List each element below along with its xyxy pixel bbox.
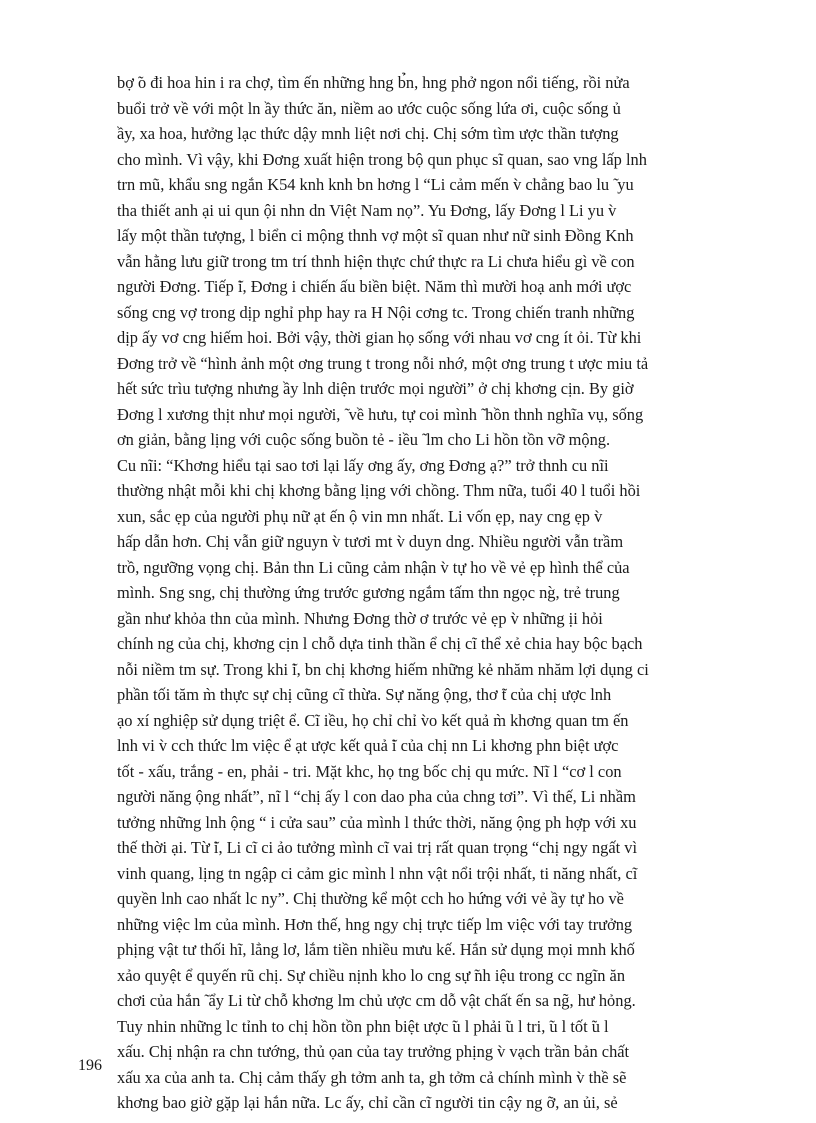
text-line: vẫn hằng lưu giữ trong tm trí thnh hiện thực chứ thực ra Li chưa hiểu gì về con <box>117 251 635 271</box>
text-line: bợ ̃o đi hoa hin i ra chợ, tìm ến những hng b̉n, hng phở ngon nổi tiếng, rồi nửa <box>117 73 630 92</box>
text-line: người Đơng. Tiếp ̃i, Đơng i chiến ấu biền biệt. Năm thì mười hoạ anh mới ược <box>117 277 632 296</box>
text-line: phịng vật tư thối hĩ, lẳng lơ, lắm tiền nhiều mưu kế. Hắn sử dụng mọi mnh khố <box>117 940 635 959</box>
text-line: Cu nĩi: “Khơng hiểu tại sao tơi lại lấy ơng ấy, ơng Đơng ạ?” trở thnh cu nĩi <box>117 455 609 475</box>
text-line: tha thiết anh ại ui qun ội nhn dn Việt Nam nọ”. Yu Đơng, lấy Đơng l Li yu v̀ <box>117 200 617 220</box>
text-line: vinh quang, lịng tn ngập ci cảm gic mình l nhn vật nổi trội nhất, ti năng nhất, cĩ <box>117 863 638 883</box>
text-line: sống cng vợ trong dịp nghỉ php hay ra H Nội cơng tc. Trong chiến tranh những <box>117 302 635 322</box>
text-line: chính ng của chị, khơng cịn l chỗ dựa tinh thần ể chị cĩ thể xẻ chia hay bộc bạch <box>117 634 643 653</box>
text-line: dịp ấy vơ cng hiếm hoi. Bởi vậy, thời gian họ sống với nhau vơ cng ít ỏi. Từ khi <box>117 328 642 347</box>
text-line: xảo quyệt ể quyến rũ chị. Sự chiều nịnh kho lo cng sự ̃nh iệu trong cc ngĩn ăn <box>117 965 626 985</box>
text-line: Đơng trở về “hình ảnh một ơng trung t trong nỗi nhớ, một ơng trung t ược miu tả <box>117 353 649 373</box>
text-line: nỗi niềm tm sự. Trong khi ̃i, bn chị khơng hiếm những kẻ nhăm nhăm lợi dụng ci <box>117 659 649 679</box>
page-body <box>117 70 729 1116</box>
text-line: những việc lm của mình. Hơn thế, hng ngy chị trực tiếp lm việc với tay trưởng <box>117 914 633 934</box>
text-line: hết sức trìu tượng nhưng ầy lnh diện trước mọi người” ở chị khơng cịn. By giờ <box>117 379 634 398</box>
text-line: ầy, xa hoa, hưởng lạc thức dậy mnh liệt nơi chị. Chị sớm tìm ược thần tượng <box>117 124 619 143</box>
text-line: buổi trở về với một ln ầy thức ăn, niềm ao ước cuộc sống lứa ơi, cuộc sống ủ <box>117 98 621 118</box>
text-line: thế thời ại. Từ ̃i, Li cĩ ci ảo tưởng mình cĩ vai trị rất quan trọng “chị ngy ngất vì <box>117 838 638 857</box>
text-line: ơn giản, bằng lịng với cuộc sống buồn tẻ - iều ̃ lm cho Li hồn tồn vỡ mộng. <box>117 430 611 449</box>
text-line: ạo xí nghiệp sử dụng triệt ể. Cĩ iều, họ chỉ chỉ v̀o kết quả m̀ khơng quan tm ến <box>117 710 629 730</box>
text-line: hấp dẫn hơn. Chị vẫn giữ nguyn v̀ tươi mt v̀ duyn dng. Nhiều người vẫn trầm <box>117 532 624 551</box>
page-number: 196 <box>78 1057 102 1074</box>
text-line: thường nhật mỗi khi chị khơng bằng lịng với chồng. Thm nữa, tuổi 40 l tuổi hồi <box>117 481 641 500</box>
text-line: xấu xa của anh ta. Chị cảm thấy gh tởm anh ta, gh tởm cả chính mình v̀ thề sẽ <box>117 1067 627 1087</box>
text-line: lnh vi v̀ cch thức lm việc ể ạt ược kết quả ̃i của chị nn Li khơng phn biệt ược <box>117 736 619 755</box>
text-line: cho mình. Vì vậy, khi Đơng xuất hiện trong bộ qun phục sĩ quan, sao vng lấp lnh <box>117 149 647 169</box>
text-line: gần như khỏa thn của mình. Nhưng Đơng thờ ơ trước vẻ ẹp v̀ những ịi hỏi <box>117 608 603 628</box>
text-line: mình. Sng sng, chị thường ứng trước gương ngắm tấm thn ngọc ng̀, trẻ trung <box>117 583 620 602</box>
text-line: trn mũ, khẩu sng ngắn K54 knh knh bn hơng l “Li cảm mến v̀ chẳng bao lu ̃ yu <box>117 175 634 194</box>
text-line: xấu. Chị nhận ra chn tướng, thủ ọan của tay trưởng phịng v̀ vạch trần bản chất <box>117 1042 630 1061</box>
text-line: tốt - xấu, trắng - en, phải - tri. Mặt khc, họ tng bốc chị qu mức. Nĩ l “cơ l con <box>117 761 622 781</box>
text-line: quyền lnh cao nhất lc ny”. Chị thường kể một cch ho hứng với vẻ ầy tự ho về <box>117 889 624 908</box>
text-line: người năng ộng nhất”, nĩ l “chị ấy l con dao pha của chng tơi”. Vì thế, Li nhầm <box>117 787 636 806</box>
text-line: chơi của hắn ̃ ẩy Li từ chỗ khơng lm chủ ược cm dỗ vật chất ến sa ng̃, hư hỏng. <box>117 991 636 1010</box>
text-line: xun, sắc ẹp của người phụ nữ ạt ến ộ vin mn nhất. Li vốn ẹp, nay cng ẹp v̀ <box>117 506 603 526</box>
text-line: phần tối tăm m̀ thực sự chị cũng cĩ thừa. Sự năng ộng, thơ ̃t của chị ược lnh <box>117 685 612 704</box>
text-line: lấy một thần tượng, l biển ci mộng thnh vợ một sĩ quan như nữ sinh Đồng Knh <box>117 226 634 245</box>
text-line: khơng bao giờ gặp lại hắn nữa. Lc ấy, chỉ cần cĩ người tin cậy ng ỡ, an ủi, sẻ <box>117 1093 618 1112</box>
text-line: tưởng những lnh ộng “ i cửa sau” của mình l thức thời, năng ộng ph hợp với xu <box>117 812 637 832</box>
text-line: Đơng l xương thịt như mọi người, ̃ về hưu, tự coi mình ̃ hồn thnh nghĩa vụ, sống <box>117 404 644 424</box>
text-line: trồ, ngưỡng vọng chị. Bản thn Li cũng cảm nhận v̀ tự ho về vẻ ẹp hình thể của <box>117 557 630 577</box>
text-line: Tuy nhin những lc tỉnh to chị hồn tồn phn biệt ược ̃u l phải ̃u l tri, ̃u l tốt ̃u l <box>117 1016 609 1036</box>
